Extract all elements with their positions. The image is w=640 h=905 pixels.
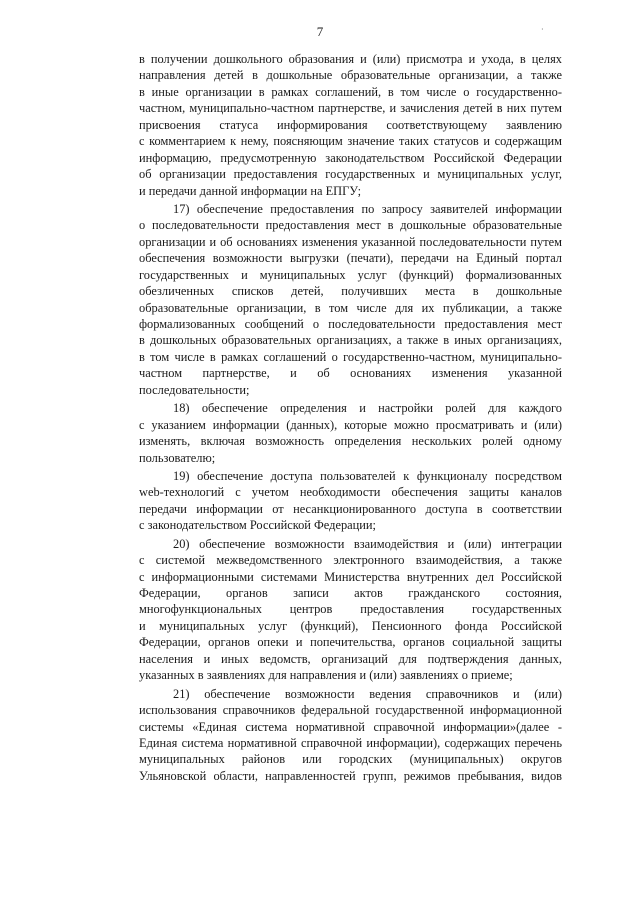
text-line: направления детей в дошкольные образовательные организации, а также	[139, 68, 562, 83]
text-line: указанных в заявлениях для направления и (или) заявлениях о приеме;	[139, 668, 513, 683]
text-line: 21) обеспечение возможности ведения справочников и (или)	[173, 686, 562, 701]
text-line: государственных и муниципальных услуг (функций) формализованных	[139, 267, 562, 282]
paragraph-item-17	[139, 201, 562, 398]
text-line: частном партнерстве, и об основаниях изменения указанной	[139, 366, 562, 381]
text-line: Ульяновской области, направленностей групп, режимов пребывания, видов	[139, 768, 562, 783]
text-line: Федерации, органов записи актов гражданского состояния,	[139, 586, 562, 600]
text-line: в получении дошкольного образования и (или) присмотра и ухода, в целях	[139, 52, 562, 66]
text-line: в иные организации в рамках соглашений, в том числе о государственно-	[139, 84, 562, 99]
text-line: населения и иных ведомств, организаций для подтверждения данных,	[139, 651, 562, 666]
text-line: с системой межведомственного электронного взаимодействия, а также	[139, 553, 562, 568]
text-line: передачи информации от несанкционированного доступа в соответствии	[139, 501, 562, 516]
text-line: системы «Единая система нормативной справочной информации»(далее -	[139, 719, 562, 734]
text-line: муниципальных районов или городских (муниципальных) округов	[139, 752, 562, 767]
text-line: обезличенных списков детей, получивших места в дошкольные	[139, 284, 562, 299]
text-line: с указанием информации (данных), которые можно просматривать и (или)	[139, 417, 562, 432]
text-line: обеспечения возможности выгрузки (печати), передачи на Единый портал	[139, 251, 562, 266]
paragraph-item-20	[139, 536, 562, 684]
text-line: в дошкольных образовательных организациях, а также в иных организациях,	[139, 333, 562, 348]
text-line: Федерации, органов опеки и попечительства, органов социальной защиты	[139, 635, 562, 650]
text-line: образовательные организации, в том числе для их публикации, а также	[139, 300, 562, 315]
text-line: использования справочников федеральной государственной информационной	[139, 703, 562, 718]
page-number: 7	[316, 24, 324, 39]
paragraph-item-19	[139, 468, 562, 534]
text-line: Единая система нормативной справочной информации), содержащих перечень	[139, 735, 562, 750]
text-line: изменять, включая возможность определения нескольких ролей одному	[139, 434, 562, 449]
text-line: о последовательности предоставления мест в дошкольные образовательные	[139, 218, 562, 233]
text-line: с информационными системами Министерства внутренних дел Российской	[139, 569, 562, 584]
text-line: 17) обеспечение предоставления по запросу заявителей информации	[173, 201, 562, 216]
text-line: и муниципальных услуг (функций), Пенсионного фонда Российской	[139, 618, 562, 633]
text-line: в том числе в рамках соглашений о государственно-частном, муниципально-	[139, 349, 562, 364]
text-line: формализованных сообщений о последовательности предоставления мест	[139, 317, 562, 331]
text-line: 19) обеспечение доступа пользователей к функционалу посредством	[173, 468, 562, 483]
text-line: об организации предоставления государственных и муниципальных услуг,	[139, 167, 562, 182]
text-line: с комментарием к нему, поясняющим значение таких статусов и содержащим	[139, 134, 562, 149]
corner-mark: ·	[541, 25, 544, 34]
text-line: присвоения статуса информирования соответствующему заявлению	[139, 117, 562, 132]
paragraph-intro	[139, 51, 562, 199]
text-line: пользователю;	[139, 450, 216, 465]
paragraph-item-21	[139, 686, 562, 785]
text-line: с законодательством Российской Федерации;	[139, 518, 376, 533]
paragraph-item-18	[139, 400, 562, 466]
text-line: многофункциональных центров предоставления государственных	[139, 602, 562, 617]
text-line: 20) обеспечение возможности взаимодействия и (или) интеграции	[173, 536, 562, 551]
text-line: организации и об основаниях изменения указанной последовательности путем	[139, 234, 562, 249]
text-line: 18) обеспечение определения и настройки ролей для каждого	[173, 401, 562, 416]
text-line: web-технологий с учетом необходимости обеспечения защиты каналов	[139, 485, 562, 500]
body-text	[139, 51, 562, 784]
text-line: информацию, предусмотренную законодательством Российской Федерации	[139, 150, 562, 165]
text-line: и передачи данной информации на ЕПГУ;	[139, 183, 362, 198]
text-line: частном, муниципально-частном партнерстве, и зачисления детей в них путем	[139, 101, 562, 116]
text-line: последовательности;	[139, 382, 250, 397]
